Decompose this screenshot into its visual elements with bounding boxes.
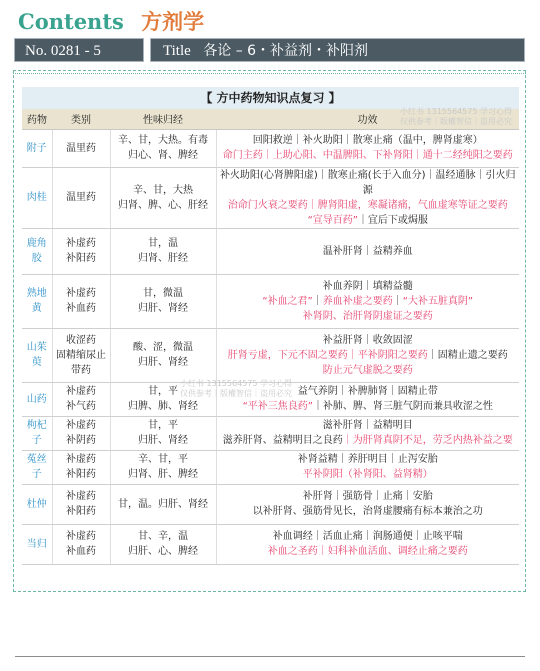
header-nature: 性味归经 (110, 109, 216, 129)
nature-line: 甘，平 (148, 386, 178, 397)
category-line: 温里药 (66, 192, 96, 203)
nature-cell (110, 416, 216, 450)
effect-line (220, 467, 517, 482)
nature-line: 甘，微温 (143, 288, 183, 299)
effect-segment: 补火助阳(心肾脾阳虚)｜散寒止痛(长于入血分)｜温经通脉｜引火归源 (219, 169, 516, 196)
effect-segment: 滋补肝肾｜益精明目 (322, 420, 413, 431)
category-cell (52, 167, 110, 228)
page-header (18, 6, 204, 36)
category-cell (52, 328, 110, 382)
watermark-line-1: 小红书 1315564575 学习心得 (400, 107, 512, 116)
nature-cell (110, 129, 216, 167)
effect-line (220, 529, 517, 544)
herb-name-cell: 山药 (22, 382, 52, 416)
effect-segment: 命门主药｜上助心阳、中温脾阳、下补肾阳｜通十二经纯阳之要药 (222, 150, 513, 161)
category-line: 补气药 (66, 401, 96, 412)
nature-line: 归肾、脾、心、肝经 (118, 199, 208, 211)
effect-line (220, 399, 517, 414)
herb-name-cell: 杜仲 (22, 484, 52, 524)
effect-segment: ｜为肝肾真阴不足，劳乏内热补益之要 (342, 435, 513, 446)
table-title: 【 方中药物知识点复习 】 (22, 87, 519, 109)
nature-line: 归心、肾、脾经 (128, 150, 198, 161)
category-cell (52, 524, 110, 564)
category-line: 补虚药 (66, 491, 96, 502)
nature-line: 归肝、肾经 (138, 435, 188, 446)
effect-cell (216, 416, 519, 450)
effect-line (220, 244, 517, 259)
effect-line (220, 433, 517, 448)
effect-line (220, 133, 517, 148)
nature-line: 甘、辛，温 (138, 531, 188, 542)
nature-line: 辛、甘，大热 (133, 184, 193, 196)
category-cell (52, 450, 110, 484)
effect-segment: “宣导百药” (307, 214, 358, 226)
table-row (22, 416, 519, 450)
effect-segment: ｜宜后下或焗服 (357, 214, 428, 226)
table-row (22, 328, 519, 382)
effect-line (220, 168, 517, 198)
effect-line (220, 279, 517, 294)
effect-line (220, 504, 517, 519)
effect-segment: ｜ (312, 295, 323, 307)
doc-number-bar: No. 0281 - 5 (14, 38, 144, 62)
nature-line: 甘，温。归肝、肾经 (118, 498, 208, 510)
effect-cell (216, 450, 519, 484)
effect-cell (216, 274, 519, 328)
header-category: 类别 (52, 109, 110, 129)
category-cell (52, 274, 110, 328)
effect-segment: ｜固精止遗之要药 (427, 349, 508, 361)
category-line: 补虚药 (66, 531, 96, 542)
watermark-line-4: 仅供参考｜版權智信｜盗用必究 (180, 389, 292, 398)
category-line: 补阳药 (66, 506, 96, 517)
effect-line (220, 544, 517, 559)
effect-line (220, 452, 517, 467)
effect-segment: 防止元气虚脱之要药 (322, 364, 413, 376)
herb-name-cell: 肉桂 (22, 167, 52, 228)
nature-line: 甘，温 (148, 238, 178, 249)
category-line: 补虚药 (66, 420, 96, 431)
effect-segment: “补血之君” (262, 295, 313, 307)
nature-line: 酸、涩，微温 (133, 342, 193, 353)
effect-segment: “平补三焦良药” (242, 401, 313, 412)
effect-line (220, 418, 517, 433)
effect-segment: 滋养肝肾、益精明目之良药 (222, 435, 343, 446)
watermark-line-3: 小红书 1315564575 学习心得 (180, 379, 292, 388)
effect-cell (216, 328, 519, 382)
effect-segment: 补血养阴｜填精益髓 (322, 280, 413, 292)
effect-segment: 以补肝肾、强筋骨见长，治肾虚腰痛有标本兼治之功 (252, 506, 483, 517)
effect-line (220, 309, 517, 324)
effect-segment: 肝肾亏虚，下元不固之要药｜平补阴阳之要药 (227, 349, 428, 361)
effect-segment: ｜补肺、脾、肾三脏气阴而兼具收涩之性 (312, 401, 493, 412)
category-line: 补阳药 (66, 253, 96, 264)
category-line: 补阴药 (66, 435, 96, 446)
table-row (22, 524, 519, 564)
herb-name-cell: 当归 (22, 524, 52, 564)
herb-name-cell: 熟地黄 (22, 274, 52, 328)
effect-cell (216, 228, 519, 274)
effect-segment: 温补肝肾｜益精养血 (322, 245, 413, 257)
table-body (22, 129, 519, 564)
effect-segment: ｜ (392, 295, 403, 307)
table-row (22, 450, 519, 484)
effect-cell (216, 524, 519, 564)
herb-table (22, 109, 519, 565)
table-row (22, 274, 519, 328)
title-text: 各论 – 6・补益剂・补阳剂 (203, 43, 369, 59)
nature-cell (110, 228, 216, 274)
nature-line: 归肾、肝经 (138, 253, 188, 264)
category-line: 补虚药 (66, 454, 96, 465)
category-line: 补血药 (66, 303, 96, 314)
table-row (22, 228, 519, 274)
effect-segment: 补肾益精｜养肝明目｜止泻安胎 (297, 454, 438, 465)
effect-cell (216, 167, 519, 228)
effect-line (220, 213, 517, 228)
nature-line: 归脾、肺、肾经 (128, 401, 198, 412)
frame-divider (13, 73, 526, 74)
contents-title: Contents (18, 9, 124, 34)
header-herb: 药物 (22, 109, 52, 129)
category-line: 补血药 (66, 546, 96, 557)
effect-cell (216, 484, 519, 524)
category-cell (52, 228, 110, 274)
effect-segment: 养血补虚之要药 (322, 295, 393, 307)
nature-line: 归肝、肾经 (138, 303, 188, 314)
category-cell (52, 484, 110, 524)
effect-segment: 补肝肾｜强筋骨｜止痛｜安胎 (302, 491, 433, 502)
nature-cell (110, 484, 216, 524)
effect-line (220, 198, 517, 213)
table-row (22, 129, 519, 167)
category-line: 补虚药 (66, 288, 96, 299)
subject-title: 方剂学 (141, 10, 205, 34)
effect-line (220, 333, 517, 348)
effect-line (220, 294, 517, 309)
nature-line: 辛、甘，平 (138, 454, 188, 465)
nature-line: 归肝、肾经 (138, 357, 188, 368)
table-row (22, 484, 519, 524)
herb-name-cell: 菟丝子 (22, 450, 52, 484)
effect-segment: 补血调经｜活血止痛｜润肠通便｜止咳平喘 (272, 531, 463, 542)
category-line: 收涩药 (66, 334, 96, 346)
nature-line: 辛、甘，大热。有毒 (118, 135, 208, 146)
footer-rule (15, 656, 525, 657)
doc-title-bar (150, 38, 525, 62)
category-cell (52, 416, 110, 450)
category-line: 固精缩尿止 (56, 349, 106, 361)
effect-line (220, 489, 517, 504)
header-effect: 功效 (216, 109, 519, 129)
effect-segment: 补益肝肾｜收敛固涩 (322, 334, 413, 346)
nature-cell (110, 450, 216, 484)
effect-cell (216, 129, 519, 167)
nature-cell (110, 524, 216, 564)
nature-line: 归肾、肝、脾经 (128, 469, 198, 480)
nature-cell (110, 167, 216, 228)
herb-name-cell: 附子 (22, 129, 52, 167)
effect-segment: “大补五脏真阴” (402, 295, 474, 307)
category-line: 补虚药 (66, 386, 96, 397)
effect-segment: 治命门火衰之要药｜脾肾阳虚，寒凝诸痛，气血虚寒等证之要药 (227, 199, 508, 211)
nature-cell (110, 274, 216, 328)
category-line: 带药 (71, 364, 91, 376)
effect-segment: 补肾阴、治肝肾阴虚证之要药 (302, 310, 433, 322)
title-label: Title (163, 43, 191, 59)
category-line: 温里药 (66, 142, 96, 154)
effect-line (220, 148, 517, 163)
category-line: 补阳药 (66, 469, 96, 480)
nature-line: 归肝、心、脾经 (128, 546, 198, 557)
herb-table-container (22, 87, 519, 565)
table-row (22, 167, 519, 228)
nature-line: 甘，平 (148, 420, 178, 431)
effect-line (220, 348, 517, 363)
category-line: 补虚药 (66, 238, 96, 249)
effect-segment: 补血之圣药｜妇科补血活血、调经止痛之要药 (267, 546, 468, 557)
category-cell (52, 129, 110, 167)
herb-name-cell: 枸杞子 (22, 416, 52, 450)
effect-segment: 回阳救逆｜补火助阳｜散寒止痛（温中，脾肾虚寒） (252, 135, 483, 146)
herb-name-cell: 山茱萸 (22, 328, 52, 382)
effect-segment: 平补阴阳（补肾阳、益肾精） (302, 469, 433, 480)
nature-cell (110, 328, 216, 382)
watermark-line-2: 仅供参考｜版權智信｜盗用必究 (400, 117, 512, 126)
herb-name-cell: 鹿角胶 (22, 228, 52, 274)
effect-segment: 益气养阴｜补脾肺肾｜固精止带 (297, 386, 438, 397)
effect-line (220, 363, 517, 378)
category-cell (52, 382, 110, 416)
